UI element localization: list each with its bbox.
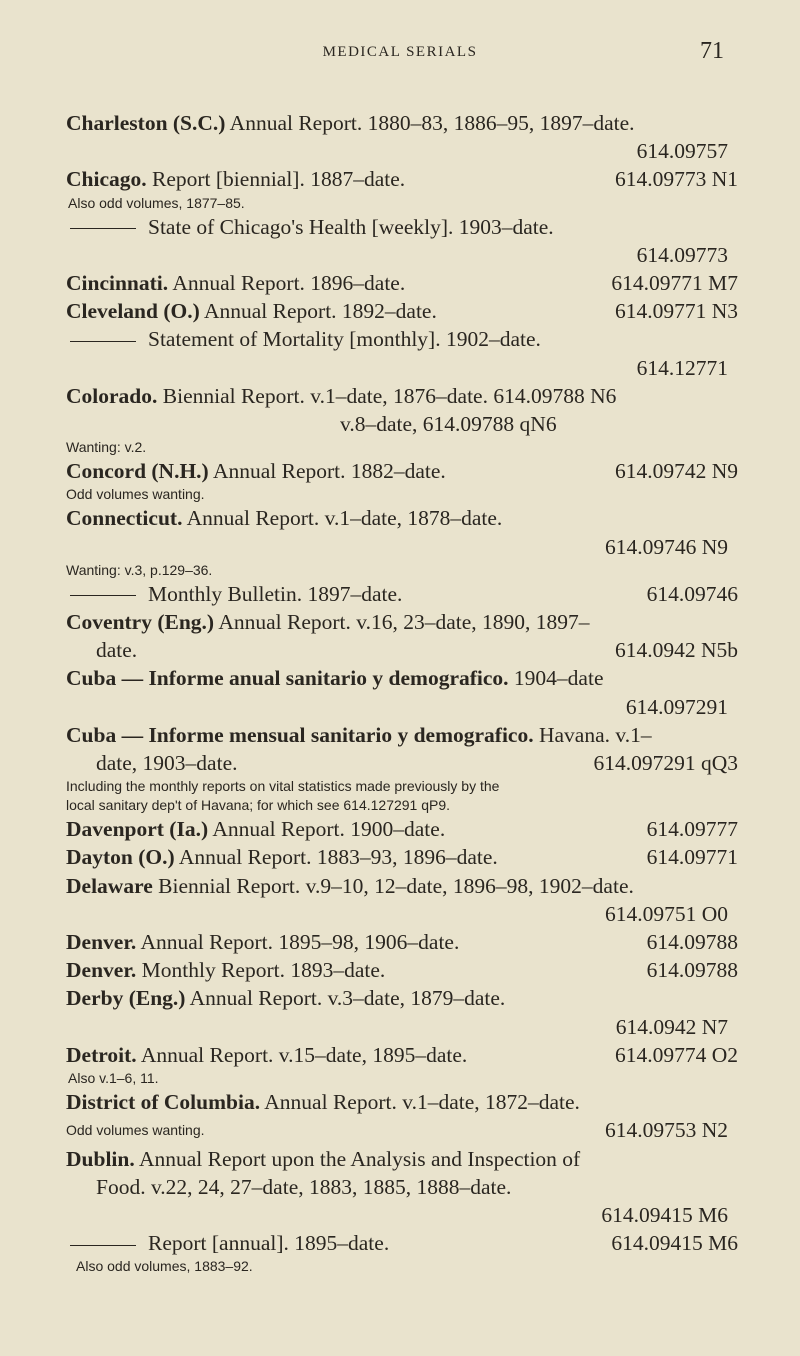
- call-number: 614.09742 N9: [614, 459, 738, 484]
- entry-detroit: Detroit. Annual Report. v.15–date, 1895–date. 614.09774 O2 Also v.1–6, 11.: [66, 1042, 738, 1087]
- entry-note: Including the monthly reports on vital statistics made previously by the: [66, 778, 500, 795]
- entry-colorado: Colorado. Biennial Report. v.1–date, 1876–date. 614.09788 N6 v.8–date, 614.09788 qN6 Wanting: v.2.: [66, 382, 738, 457]
- page-header: [0, 38, 800, 72]
- entry-coventry: Coventry (Eng.) Annual Report. v.16, 23–date, 1890, 1897– date. 614.0942 N5b: [66, 608, 738, 664]
- page-number: 71: [700, 38, 724, 64]
- entry-dayton: Dayton (O.) Annual Report. 1883–93, 1896–date. 614.09771: [66, 843, 738, 871]
- entry-note: Wanting: v.2.: [66, 439, 147, 456]
- ditto-dash: [70, 341, 136, 342]
- entry-cuba-mensual: Cuba — Informe mensual sanitario y demografico. Havana. v.1– date, 1903–date. 614.097291 qQ3 Including the monthly reports on vital statistics made previously by the local sanitary dep't of Havana; for which see 614.127291 qP9.: [66, 722, 738, 814]
- call-number: 614.09415 M6: [611, 1231, 738, 1256]
- call-number: 614.09773: [636, 242, 728, 267]
- call-number: 614.0942 N5b: [614, 638, 738, 663]
- call-number: 614.09777: [646, 817, 738, 842]
- call-number: 614.097291 qQ3: [593, 751, 738, 776]
- entry-concord: Concord (N.H.) Annual Report. 1882–date. 614.09742 N9 Odd volumes wanting.: [66, 459, 738, 503]
- ditto-dash: [70, 1245, 136, 1246]
- call-number: 614.09771 M7: [611, 271, 738, 296]
- ditto-dash: [70, 595, 136, 596]
- call-number: 614.09771: [646, 845, 738, 870]
- call-number: 614.09746: [646, 581, 738, 606]
- entry-cleveland: Cleveland (O.) Annual Report. 1892–date. 614.09771 N3: [66, 297, 738, 325]
- call-number: 614.09774 O2: [614, 1042, 738, 1067]
- entry-derby: Derby (Eng.) Annual Report. v.3–date, 1879–date. 614.0942 N7: [66, 984, 738, 1040]
- call-number: 614.09746 N9: [604, 534, 728, 559]
- call-number: 614.09757: [636, 139, 728, 164]
- entry-connecticut-bulletin: Monthly Bulletin. 1897–date. 614.09746: [66, 580, 738, 608]
- call-number: 614.09771 N3: [614, 299, 738, 324]
- call-number: 614.09788: [646, 958, 738, 983]
- entry-note: Wanting: v.3, p.129–36.: [66, 561, 213, 578]
- entry-district-of-columbia: District of Columbia. Annual Report. v.1–date, 1872–date. Odd volumes wanting. 614.09753 N2: [66, 1088, 738, 1144]
- entry-note: Odd volumes wanting.: [66, 486, 205, 503]
- entry-note: Odd volumes wanting.: [66, 1121, 205, 1138]
- entry-list: [66, 109, 738, 1276]
- entry-note: Also odd volumes, 1877–85.: [68, 194, 245, 211]
- running-title: MEDICAL SERIALS: [322, 44, 478, 60]
- call-number: 614.097291: [625, 694, 728, 719]
- call-number: 614.09751 O0: [604, 901, 728, 926]
- call-number: 614.0942 N7: [615, 1014, 728, 1039]
- call-number: 614.12771: [636, 355, 728, 380]
- ditto-dash: [70, 228, 136, 229]
- entry-charleston: Charleston (S.C.) Annual Report. 1880–83, 1886–95, 1897–date. 614.09757: [66, 109, 738, 165]
- entry-davenport: Davenport (Ia.) Annual Report. 1900–date. 614.09777: [66, 815, 738, 843]
- entry-chicago: Chicago. Report [biennial]. 1887–date. 614.09773 N1 Also odd volumes, 1877–85.: [66, 167, 738, 211]
- entry-delaware: Delaware Biennial Report. v.9–10, 12–date, 1896–98, 1902–date. 614.09751 O0: [66, 872, 738, 928]
- call-number: 614.09415 M6: [601, 1202, 728, 1227]
- entry-denver-monthly: Denver. Monthly Report. 1893–date. 614.09788: [66, 956, 738, 984]
- entry-note: Also v.1–6, 11.: [68, 1070, 159, 1087]
- call-number: 614.09753 N2: [604, 1118, 728, 1143]
- entry-chicago-health: State of Chicago's Health [weekly]. 1903–date. 614.09773: [66, 213, 738, 269]
- entry-cincinnati: Cincinnati. Annual Report. 1896–date. 614.09771 M7: [66, 269, 738, 297]
- entry-cuba-anual: Cuba — Informe anual sanitario y demografico. 1904–date 614.097291: [66, 664, 738, 720]
- entry-dublin-report: Report [annual]. 1895–date. 614.09415 M6 Also odd volumes, 1883–92.: [66, 1229, 738, 1276]
- call-number: 614.09788: [646, 930, 738, 955]
- entry-denver-annual: Denver. Annual Report. 1895–98, 1906–date. 614.09788: [66, 928, 738, 956]
- entry-dublin: Dublin. Annual Report upon the Analysis and Inspection of Food. v.22, 24, 27–date, 1883, 1885, 1888–date. 614.09415 M6: [66, 1145, 738, 1230]
- call-number: 614.09773 N1: [614, 167, 738, 192]
- entry-note: Also odd volumes, 1883–92.: [76, 1258, 253, 1275]
- entry-cleveland-mortality: Statement of Mortality [monthly]. 1902–date. 614.12771: [66, 325, 738, 381]
- entry-note-cont: local sanitary dep't of Havana; for which see 614.127291 qP9.: [66, 797, 451, 814]
- entry-connecticut: Connecticut. Annual Report. v.1–date, 1878–date. 614.09746 N9 Wanting: v.3, p.129–36.: [66, 504, 738, 579]
